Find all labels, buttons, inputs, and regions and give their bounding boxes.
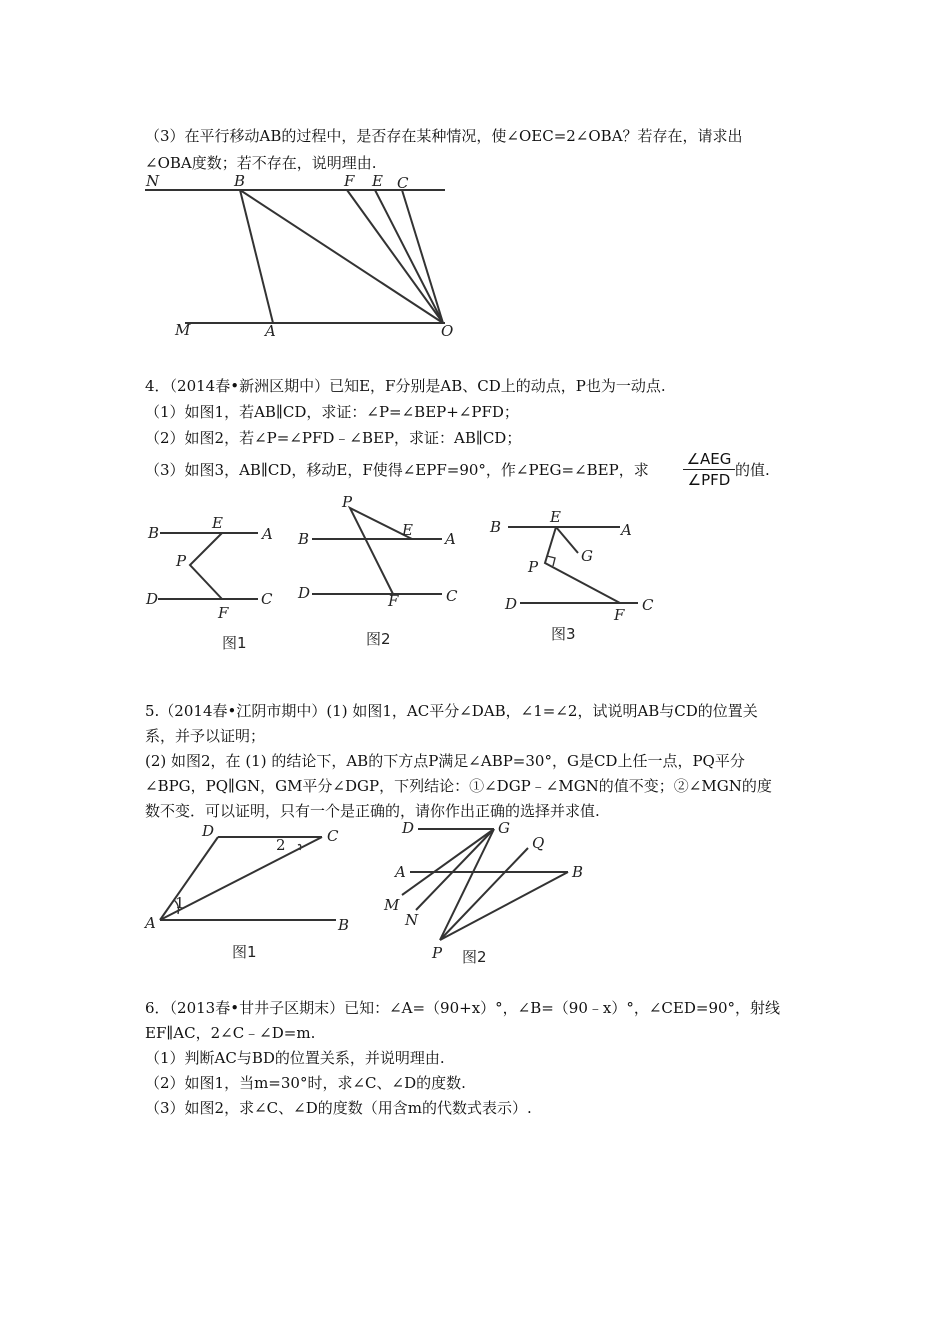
label-E: E bbox=[402, 521, 413, 539]
label-A: A bbox=[445, 530, 456, 548]
q5-line-2: 系，并予以证明； bbox=[145, 727, 266, 745]
q4-line-3: （2）如图2，若∠P=∠PFD﹣∠BEP，求证：AB∥CD； bbox=[145, 429, 522, 447]
label-F: F bbox=[344, 172, 355, 190]
q3-line-1: （3）在平行移动AB的过程中，是否存在某种情况，使∠OEC=2∠OBA？若存在，请求出 bbox=[145, 127, 743, 145]
label-N: N bbox=[405, 911, 419, 929]
label-D: D bbox=[402, 819, 415, 837]
q5-line-1: 5.（2014春•江阴市期中）(1) 如图1，AC平分∠DAB，∠1=∠2，试说明AB与CD的位置关 bbox=[145, 702, 758, 720]
label-B: B bbox=[490, 518, 502, 536]
label-G: G bbox=[581, 547, 593, 565]
label-F: F bbox=[614, 606, 625, 624]
q3-line-2: ∠OBA度数；若不存在，说明理由. bbox=[145, 154, 377, 172]
q5-line-3: (2) 如图2，在 (1) 的结论下，AB的下方点P满足∠ABP=30°，G是CD上任一点，PQ平分 bbox=[145, 752, 745, 770]
label-C: C bbox=[642, 596, 654, 614]
label-G: G bbox=[498, 819, 510, 837]
label-A: A bbox=[395, 863, 406, 881]
label-E: E bbox=[212, 514, 223, 532]
label-D: D bbox=[202, 822, 215, 840]
label-F: F bbox=[388, 592, 399, 610]
label-M: M bbox=[384, 896, 400, 914]
fraction-denominator: ∠PFD bbox=[687, 471, 731, 489]
label-A: A bbox=[621, 521, 632, 539]
fraction-numerator: ∠AEG bbox=[686, 450, 732, 468]
label-A: A bbox=[145, 914, 156, 932]
label-P: P bbox=[342, 493, 353, 511]
label-M: M bbox=[175, 321, 191, 339]
label-C: C bbox=[397, 174, 409, 192]
caption-fig-1: 图1 bbox=[222, 634, 247, 652]
label-D: D bbox=[146, 590, 159, 608]
label-B: B bbox=[234, 172, 246, 190]
q6-line-4: （2）如图1，当m=30°时，求∠C、∠D的度数. bbox=[145, 1074, 466, 1092]
label-C: C bbox=[261, 590, 273, 608]
label-Q: Q bbox=[532, 834, 545, 852]
q6-line-2: EF∥AC，2∠C﹣∠D=m. bbox=[145, 1024, 316, 1042]
label-C: C bbox=[327, 827, 339, 845]
label-P: P bbox=[432, 944, 443, 962]
caption-fig-2: 图2 bbox=[366, 630, 391, 648]
label-E: E bbox=[372, 172, 383, 190]
q4-line-1: 4．（2014春•新洲区期中）已知E，F分别是AB、CD上的动点，P也为一动点. bbox=[145, 377, 666, 395]
q5-line-4: ∠BPG，PQ∥GN，GM平分∠DGP，下列结论：①∠DGP﹣∠MGN的值不变；②∠MGN的度 bbox=[145, 777, 772, 795]
label-B: B bbox=[298, 530, 310, 548]
q4-line-4: （3）如图3，AB∥CD，移动E，F使得∠EPF=90°，作∠PEG=∠BEP，求 bbox=[145, 461, 649, 479]
label-A: A bbox=[262, 525, 273, 543]
q6-line-3: （1）判断AC与BD的位置关系，并说明理由. bbox=[145, 1049, 445, 1067]
label-B: B bbox=[572, 863, 584, 881]
label-F: F bbox=[218, 604, 229, 622]
label-one: 1 bbox=[175, 894, 185, 912]
label-A: A bbox=[265, 322, 276, 340]
label-C: C bbox=[446, 587, 458, 605]
label-B: B bbox=[148, 524, 160, 542]
label-O: O bbox=[441, 322, 454, 340]
q6-line-5: （3）如图2，求∠C、∠D的度数（用含m的代数式表示）. bbox=[145, 1099, 532, 1117]
caption-fig-3: 图3 bbox=[551, 625, 576, 643]
q4-line-2: （1）如图1，若AB∥CD，求证：∠P=∠BEP+∠PFD； bbox=[145, 403, 519, 421]
caption-fig-5-2: 图2 bbox=[462, 948, 487, 966]
caption-fig-5-1: 图1 bbox=[232, 943, 257, 961]
label-P: P bbox=[176, 552, 187, 570]
label-D: D bbox=[298, 584, 311, 602]
label-P: P bbox=[528, 558, 539, 576]
label-N: N bbox=[146, 172, 160, 190]
q5-line-5: 数不变．可以证明，只有一个是正确的，请你作出正确的选择并求值. bbox=[145, 802, 600, 820]
label-E: E bbox=[550, 508, 561, 526]
q4-line-4-end: 的值. bbox=[735, 461, 770, 479]
label-two: 2 bbox=[276, 836, 286, 854]
label-B: B bbox=[338, 916, 350, 934]
label-D: D bbox=[505, 595, 518, 613]
q6-line-1: 6．（2013春•甘井子区期末）已知：∠A=（90+x）°，∠B=（90﹣x）°，∠CED=90°，射线 bbox=[145, 999, 781, 1017]
